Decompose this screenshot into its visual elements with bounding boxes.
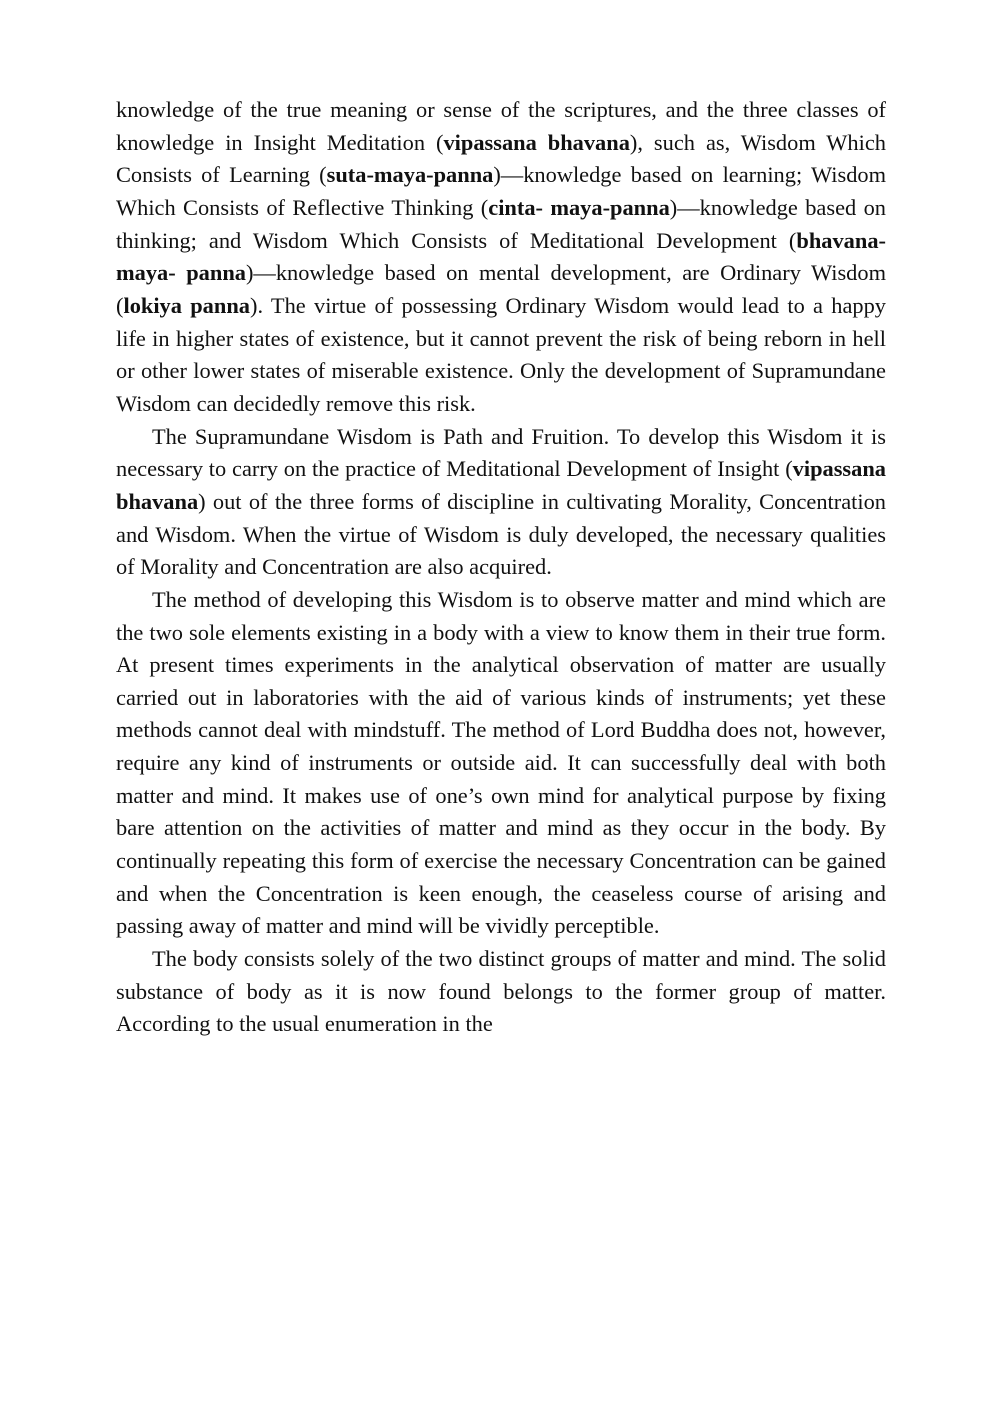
paragraph-1-text-5: )—knowledge based on mental development, are Ordinary Wisdom ( (116, 260, 886, 318)
paragraph-1-text-6: ). The virtue of possessing Ordinary Wisdom would lead to a happy life in higher states of existence, but it cannot prevent the risk of being reborn in hell or other lower states of miserable existence. Only the development of Supramundane Wisdom can decidedly remove this risk. (116, 292, 886, 416)
paragraph-2-text-1: The Supramundane Wisdom is Path and Fruition. To develop this Wisdom it is necessary to carry on the practice of Meditational Development of Insight ( (116, 423, 886, 482)
paragraph-3 (116, 584, 886, 943)
paragraph-4-text-1: The body consists solely of the two distinct groups of matter and mind. The solid substance of body as it is now found belongs to the former group of matter. According to the usual enumeration in the (116, 946, 886, 1037)
paragraph-1-text-1: knowledge of the true meaning or sense of the scriptures, and the three classes of knowledge in Insight Meditation ( (116, 97, 886, 155)
paragraph-1-text-2: ), such as, Wisdom Which Consists of Learning ( (116, 129, 886, 188)
term-vipassana-bhavana-2: vipassana bhavana (116, 456, 886, 514)
term-vipassana-bhavana: vipassana bhavana (443, 129, 630, 155)
paragraph-2-text-2: ) out of the three forms of discipline in cultivating Morality, Concentration and Wisdom. When the virtue of Wisdom is duly developed, the necessary qualities of Morality and Concentration are also acquired. (116, 488, 886, 580)
term-bhavana-maya-panna: bhavana-maya- panna (116, 227, 886, 286)
term-suta-maya-panna: suta-maya-panna (326, 162, 494, 188)
paragraph-1-text-4: )—knowledge based on thinking; and Wisdom Which Consists of Meditational Development ( (116, 194, 886, 253)
paragraph-3-text-1: The method of developing this Wisdom is to observe matter and mind which are the two sole elements existing in a body with a view to know them in their true form. At present times experiments in the analytical observation of matter are usually carried out in laboratories with the aid of various kinds of instruments; yet these methods cannot deal with mindstuff. The method of Lord Buddha does not, however, require any kind of instruments or outside aid. It can successfully deal with both matter and mind. It makes use of one’s own mind for analytical purpose by fixing bare attention on the activities of matter and mind as they occur in the body. By continually repeating this form of exercise the necessary Concentration can be gained and when the Concentration is keen enough, the ceaseless course of arising and passing away of matter and mind will be vividly perceptible. (116, 586, 886, 939)
paragraph-1 (116, 94, 886, 421)
term-cinta-maya-panna: cinta- maya-panna (488, 194, 670, 220)
paragraph-4 (116, 943, 886, 1041)
term-lokiya-panna: lokiya panna (123, 292, 250, 318)
paragraph-2 (116, 421, 886, 584)
paragraph-1-text-3: )—knowledge based on learning; Wisdom Which Consists of Reflective Thinking ( (116, 162, 887, 220)
page-body (116, 94, 886, 1041)
